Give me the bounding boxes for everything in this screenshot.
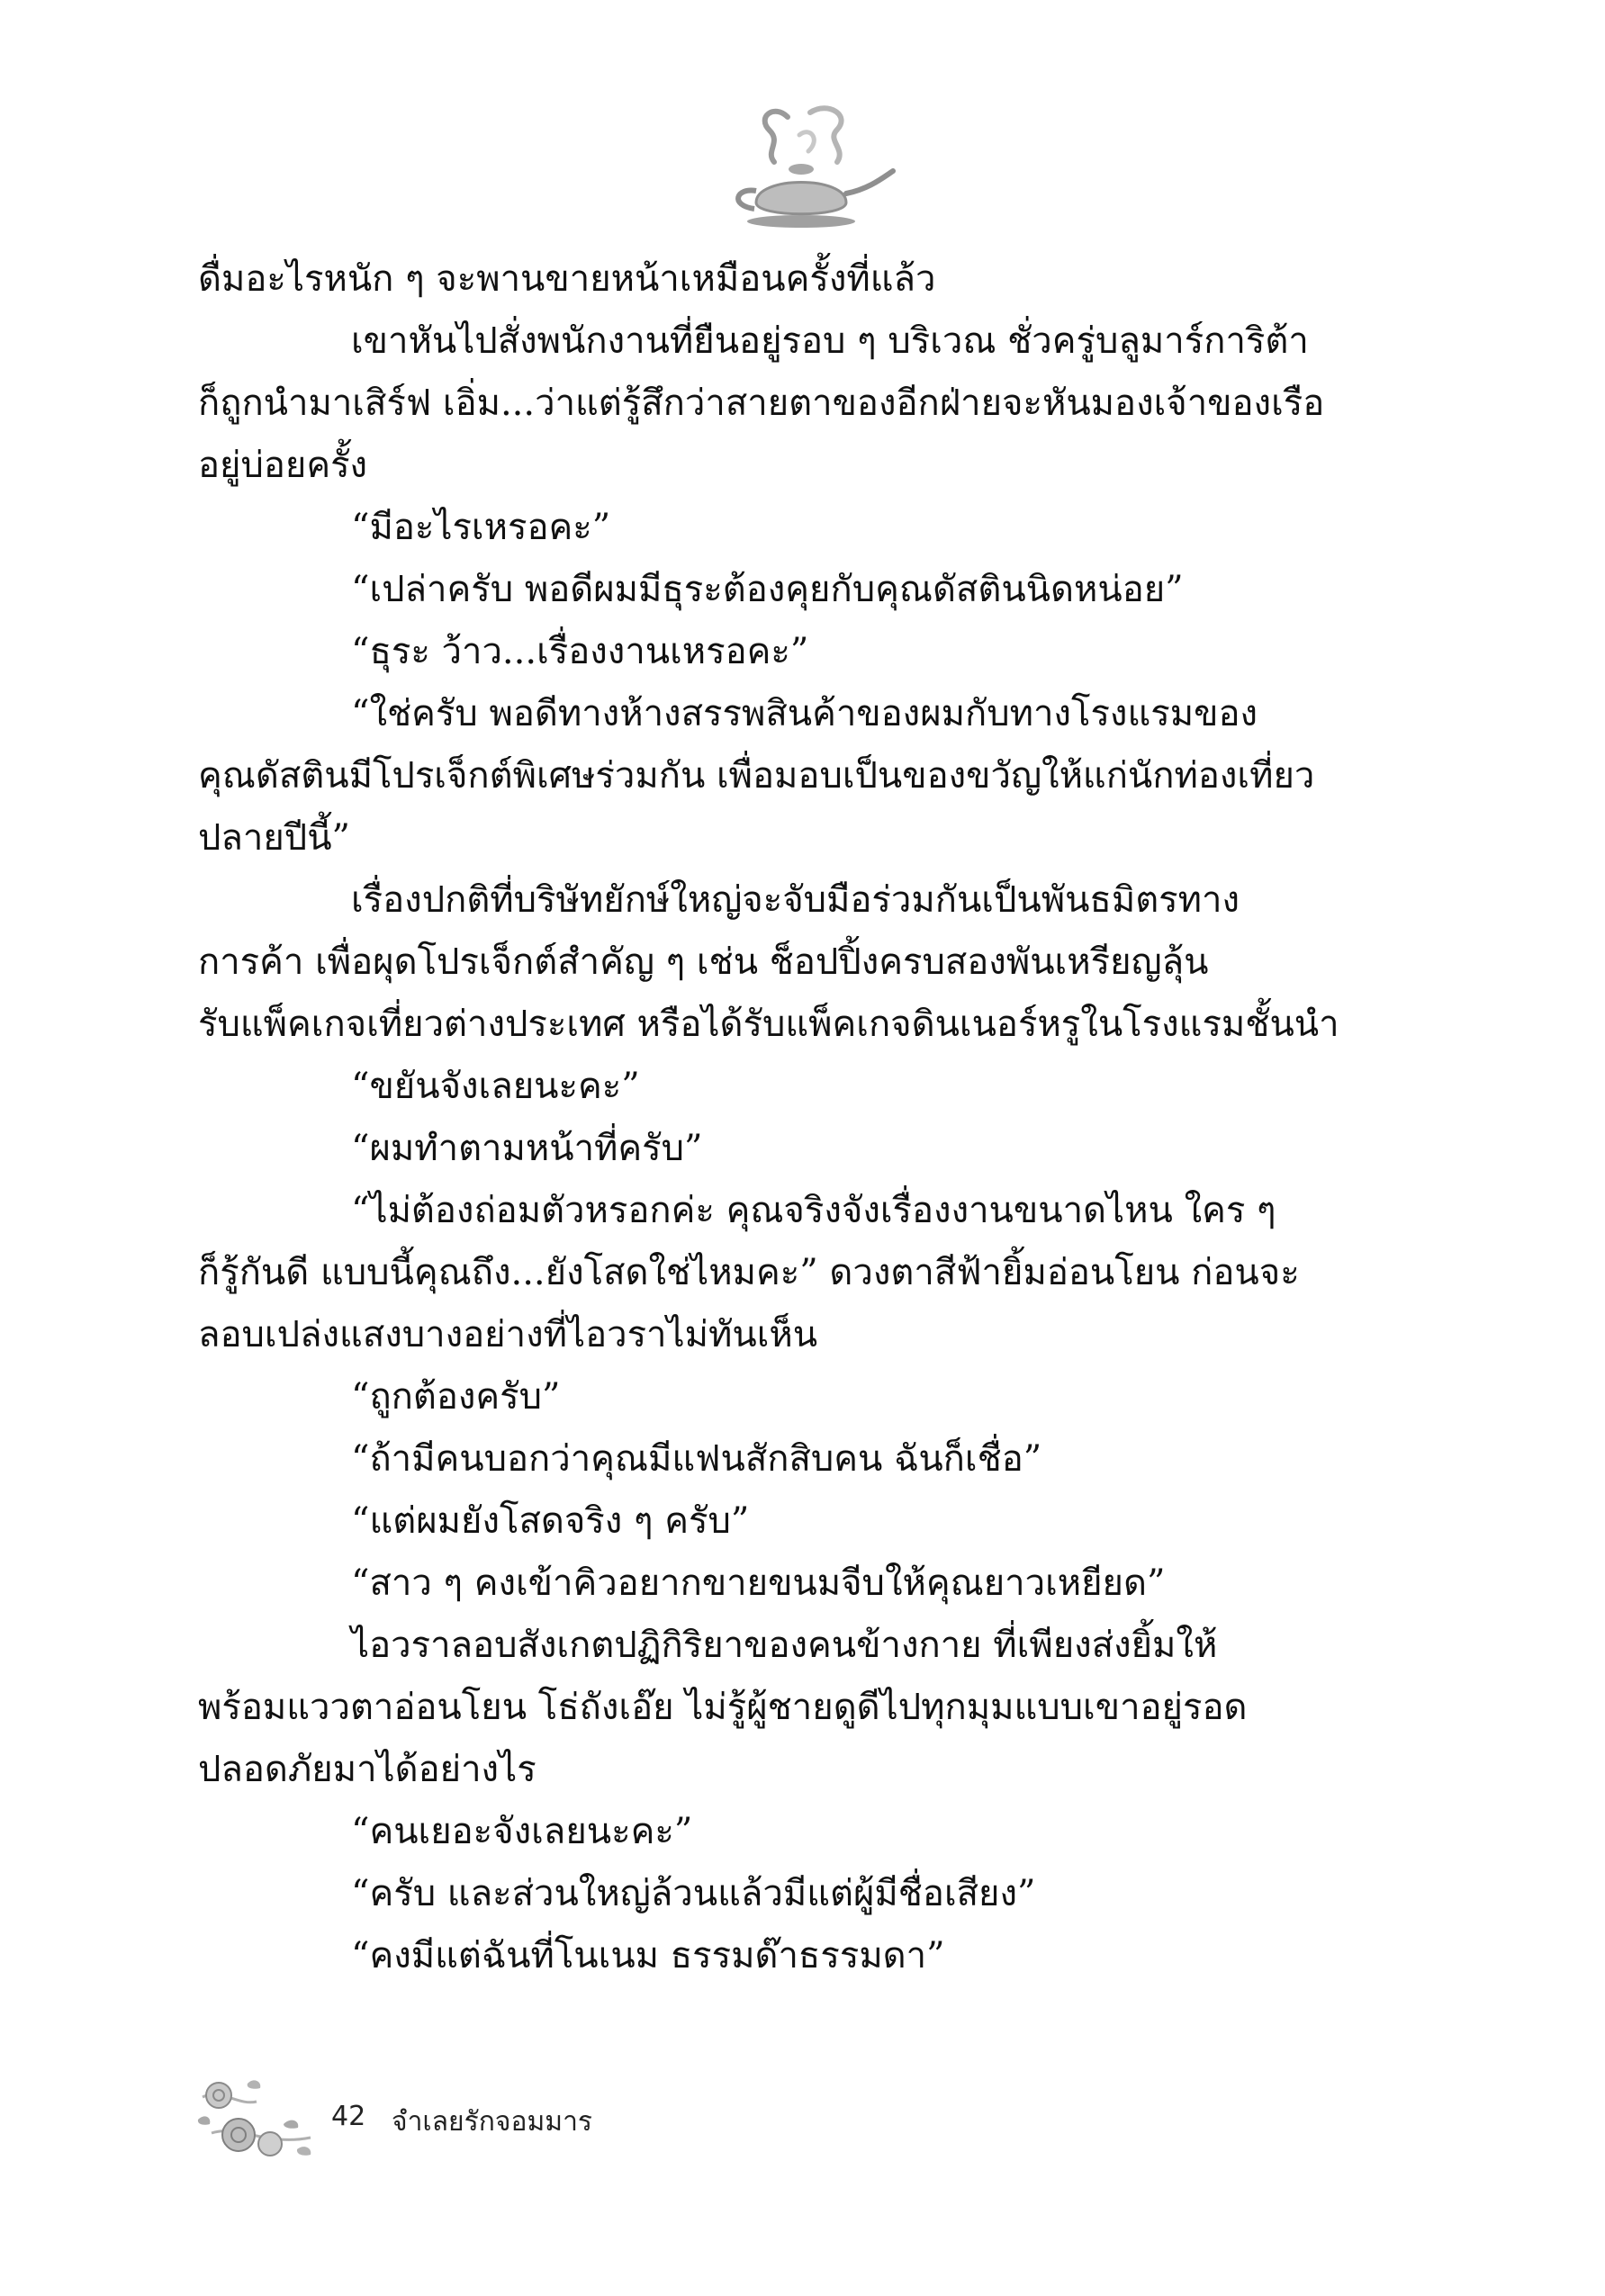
text-line: “ธุระ ว้าว...เรื่องงานเหรอคะ”	[351, 631, 809, 672]
text-line: “คงมีแต่ฉันที่โนเนม ธรรมด๊าธรรมดา”	[351, 1935, 945, 1976]
text-line: ก็ถูกนำมาเสิร์ฟ เอิ่ม...ว่าแต่รู้สึกว่าสายตาของอีกฝ่ายจะหันมองเจ้าของเรือ	[198, 383, 1325, 424]
book-title: จำเลยรักจอมมาร	[392, 2106, 593, 2138]
text-line: เรื่องปกติที่บริษัทยักษ์ใหญ่จะจับมือร่วมกันเป็นพันธมิตรทาง	[351, 879, 1240, 921]
text-line: ปลายปีนี้”	[198, 817, 350, 859]
text-line: อยู่บ่อยครั้ง	[198, 445, 368, 486]
body-text	[198, 248, 1339, 1987]
text-line: การค้า เพื่อผุดโปรเจ็กต์สำคัญ ๆ เช่น ช็อปปิ้งครบสองพันเหรียญลุ้น	[198, 941, 1209, 983]
text-line: “ถูกต้องครับ”	[351, 1376, 561, 1418]
text-line: “ไม่ต้องถ่อมตัวหรอกค่ะ คุณจริงจังเรื่องงานขนาดไหน ใคร ๆ	[351, 1190, 1276, 1231]
text-line: ดื่มอะไรหนัก ๆ จะพานขายหน้าเหมือนครั้งที่แล้ว	[198, 258, 936, 300]
text-line: “แต่ผมยังโสดจริง ๆ ครับ”	[351, 1500, 750, 1542]
text-line: “ถ้ามีคนบอกว่าคุณมีแฟนสักสิบคน ฉันก็เชื่อ”	[351, 1438, 1042, 1480]
text-line: “มีอะไรเหรอคะ”	[351, 507, 611, 548]
rose-ornament-icon	[185, 2070, 329, 2169]
text-line: คุณดัสตินมีโปรเจ็กต์พิเศษร่วมกัน เพื่อมอบเป็นของขวัญให้แก่นักท่องเที่ยว	[198, 755, 1315, 797]
text-line: ลอบเปล่งแสงบางอย่างที่ไอวราไม่ทันเห็น	[198, 1314, 818, 1355]
text-line: “เปล่าครับ พอดีผมมีธุระต้องคุยกับคุณดัสตินนิดหน่อย”	[351, 569, 1184, 610]
text-line: “ใช่ครับ พอดีทางห้างสรรพสินค้าของผมกับทางโรงแรมของ	[351, 693, 1258, 734]
text-line: “คนเยอะจังเลยนะคะ”	[351, 1811, 693, 1852]
text-line: “ครับ และส่วนใหญ่ล้วนแล้วมีแต่ผู้มีชื่อเสียง”	[351, 1873, 1036, 1914]
text-line: พร้อมแววตาอ่อนโยน โธ่ถังเอ๊ย ไม่รู้ผู้ชายดูดีไปทุกมุมแบบเขาอยู่รอด	[198, 1687, 1248, 1728]
page-number: 42	[331, 2101, 366, 2132]
text-line: ปลอดภัยมาได้อย่างไร	[198, 1749, 537, 1790]
teapot-ornament-icon	[702, 99, 900, 234]
text-line: รับแพ็คเกจเที่ยวต่างประเทศ หรือได้รับแพ็คเกจดินเนอร์หรูในโรงแรมชั้นนำ	[198, 1004, 1339, 1045]
text-line: “ขยันจังเลยนะคะ”	[351, 1066, 640, 1107]
text-line: “สาว ๆ คงเข้าคิวอยากขายขนมจีบให้คุณยาวเหยียด”	[351, 1562, 1166, 1604]
text-line: ก็รู้กันดี แบบนี้คุณถึง...ยังโสดใช่ไหมคะ” ดวงตาสีฟ้ายิ้มอ่อนโยน ก่อนจะ	[198, 1252, 1300, 1293]
text-line: “ผมทำตามหน้าที่ครับ”	[351, 1128, 703, 1169]
page-footer	[185, 2070, 725, 2169]
text-line: เขาหันไปสั่งพนักงานที่ยืนอยู่รอบ ๆ บริเวณ ชั่วครู่บลูมาร์การิต้า	[351, 320, 1309, 362]
text-line: ไอวราลอบสังเกตปฏิกิริยาของคนข้างกาย ที่เพียงส่งยิ้มให้	[351, 1625, 1218, 1666]
